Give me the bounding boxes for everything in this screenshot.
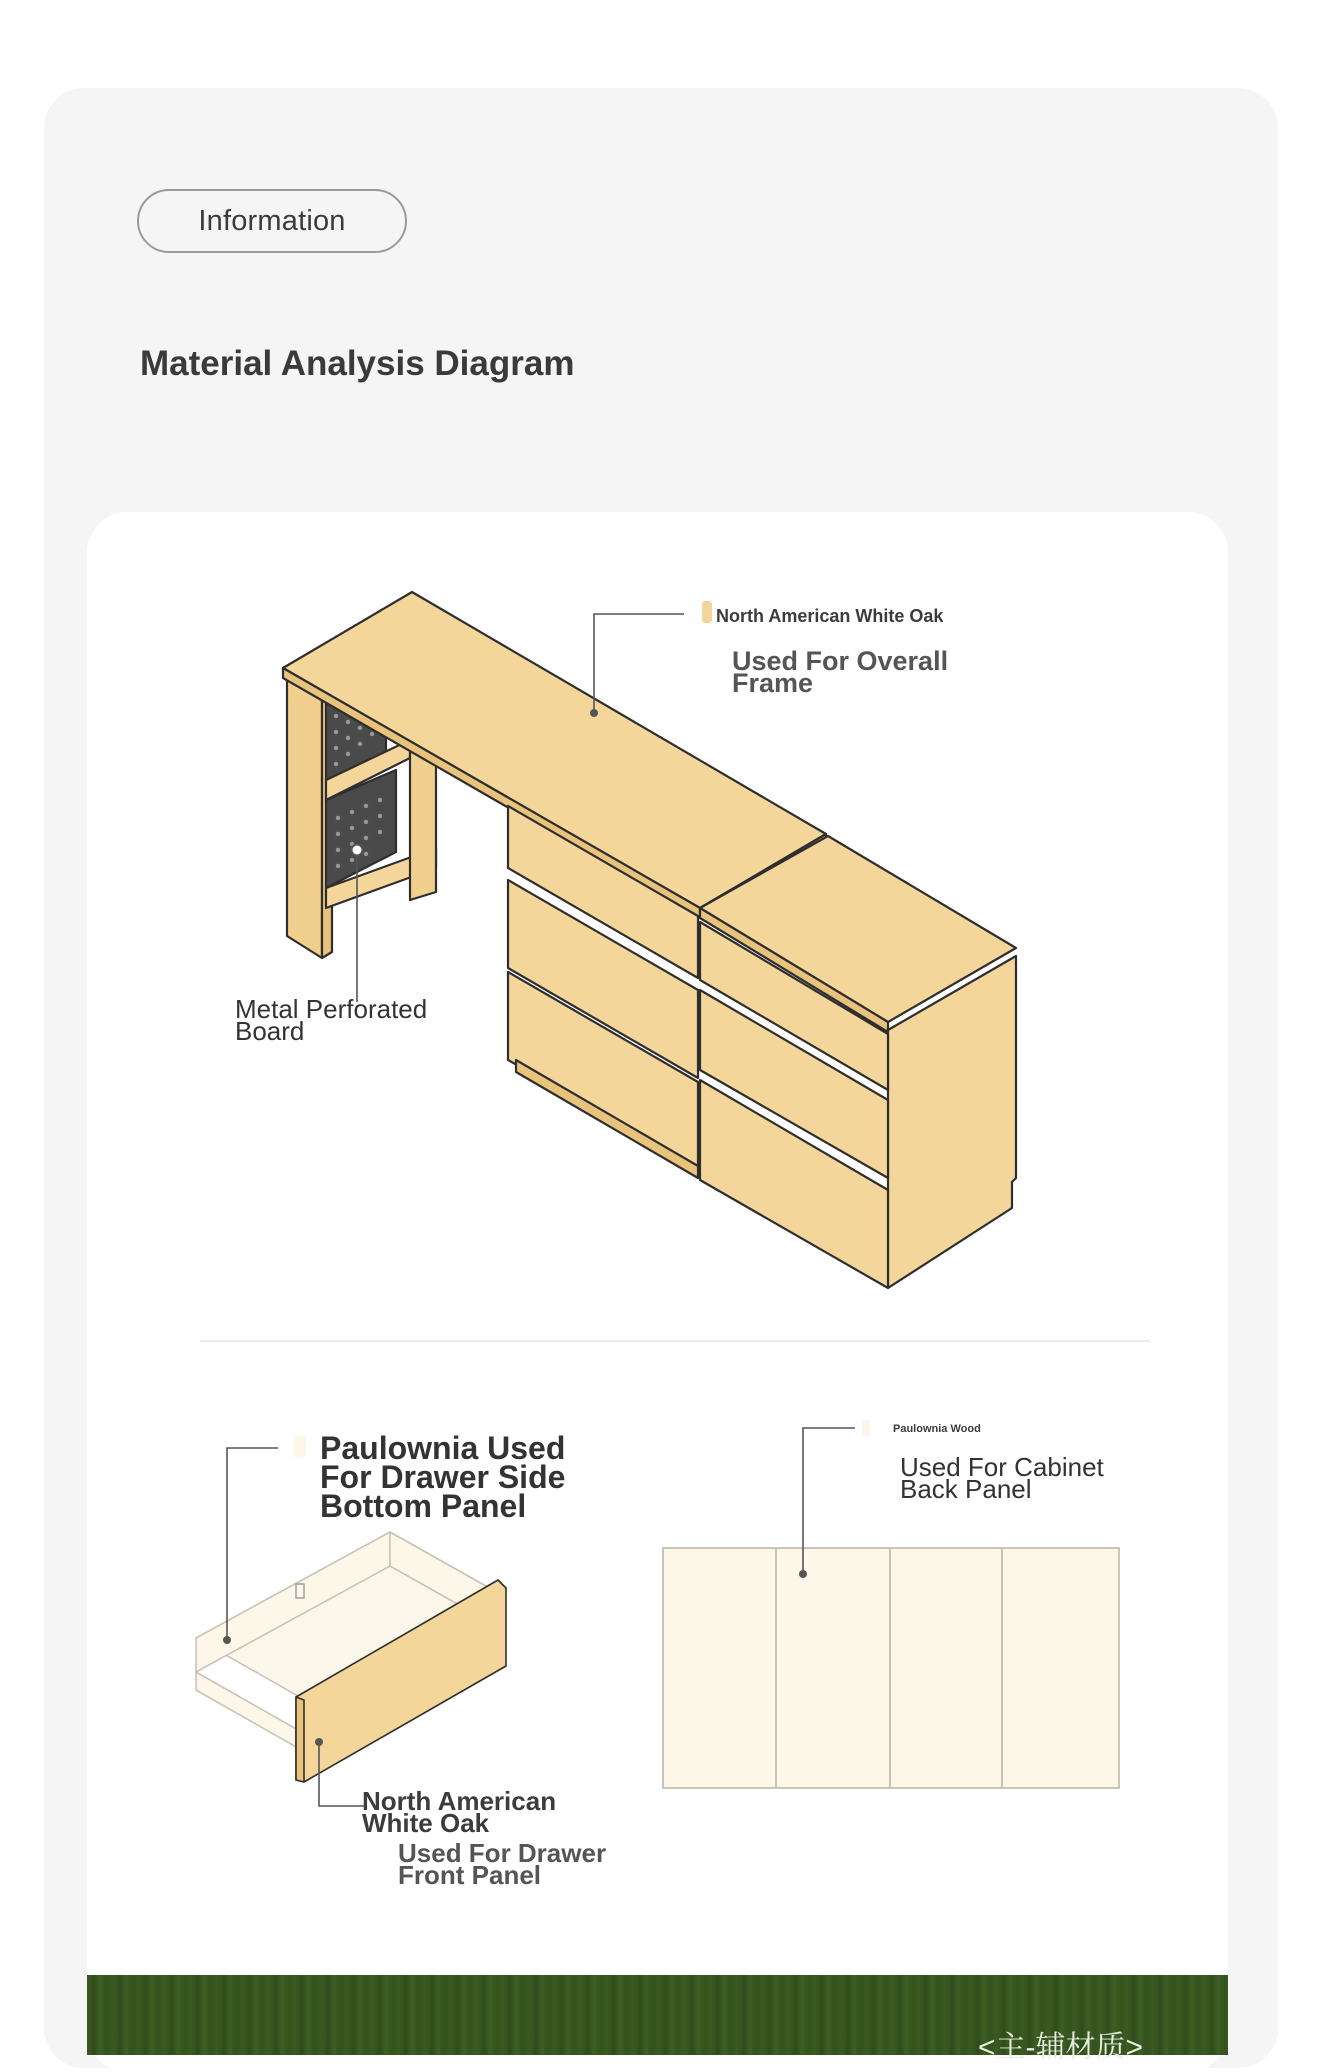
pin-oak-front: [315, 1738, 323, 1746]
label-oak-front-material-2: White Oak: [362, 1808, 490, 1838]
label-paulownia-drawer-1: Paulownia Used: [320, 1430, 566, 1466]
information-badge: Information: [137, 189, 407, 253]
label-oak-frame-use-1: Used For Overall: [732, 646, 949, 676]
paulownia-back-swatch-icon: [862, 1420, 870, 1436]
leader-oak-frame: [594, 614, 684, 712]
label-metal-2: Board: [235, 1016, 305, 1046]
label-oak-frame-material: North American White Oak: [716, 606, 944, 626]
label-paulownia-back-use-2: Back Panel: [900, 1474, 1032, 1504]
desk-illustration: [283, 592, 1016, 1288]
drawer-front-edge: [296, 1697, 304, 1782]
label-oak-front-material-1: North American: [362, 1786, 557, 1816]
label-oak-front-use-2: Front Panel: [398, 1860, 542, 1890]
paulownia-swatch-icon: [294, 1436, 306, 1458]
desk-left-leg: [287, 676, 322, 958]
pin-metal: [352, 845, 363, 856]
pin-paulownia-back: [799, 1570, 807, 1578]
label-oak-frame-use-2: Frame: [732, 668, 814, 698]
pin-paulownia-drawer: [223, 1636, 231, 1644]
label-oak-front-use-1: Used For Drawer: [398, 1838, 607, 1868]
label-paulownia-back-material: Paulownia Wood: [893, 1423, 981, 1435]
page-title: Material Analysis Diagram: [140, 344, 575, 383]
label-metal-1: Metal Perforated: [235, 994, 428, 1024]
back-panel: [663, 1548, 1119, 1788]
label-paulownia-drawer-3: Bottom Panel: [320, 1488, 527, 1524]
back-panel-illustration: [663, 1548, 1119, 1788]
pin-oak-frame: [590, 709, 598, 717]
label-paulownia-back-use-1: Used For Cabinet: [900, 1452, 1104, 1482]
diagram-card: [87, 512, 1228, 2072]
band-heading: <主-辅材质>: [978, 2031, 1144, 2064]
label-paulownia-drawer-2: For Drawer Side: [320, 1459, 566, 1495]
material-diagram: [87, 512, 1228, 2072]
oak-swatch-icon: [702, 601, 712, 623]
